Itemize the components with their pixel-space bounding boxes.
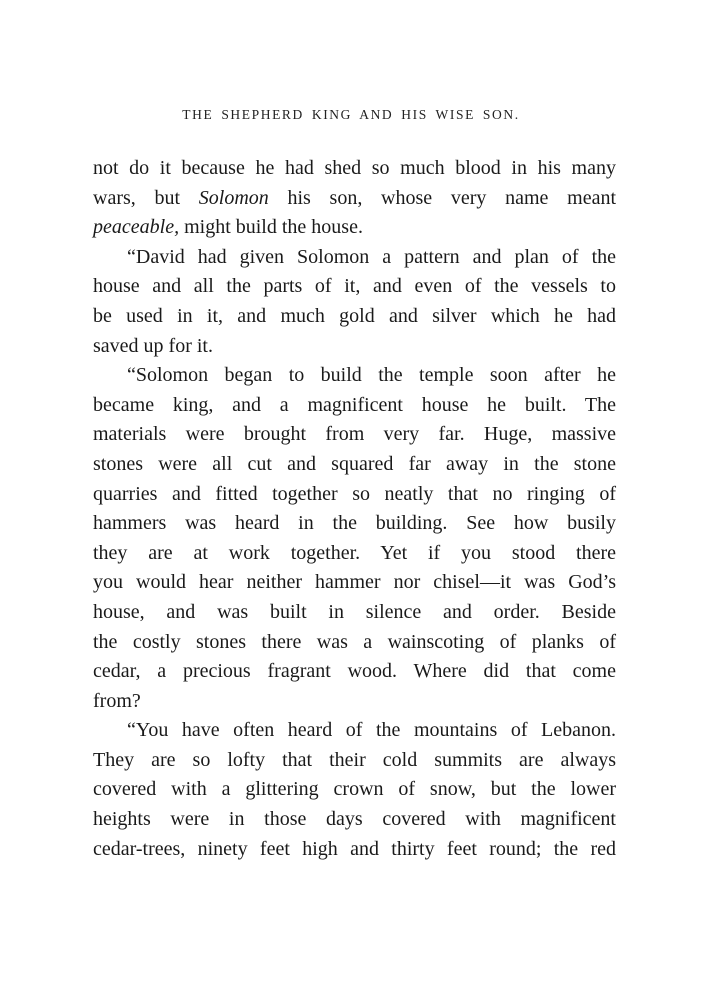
text-line: be used in it, and much gold and silver which he had: [93, 304, 616, 327]
text-line: hammers was heard in the building. See how busily: [93, 512, 616, 535]
text-line: house, and was built in silence and order. Beside: [93, 600, 616, 623]
text-line: stones were all cut and squared far away in the stone: [93, 452, 616, 475]
text-line: “Solomon began to build the temple soon after he: [127, 364, 616, 387]
text-line: they are at work together. Yet if you stood there: [93, 541, 616, 564]
text-line: became king, and a magnificent house he built. The: [93, 393, 616, 416]
text-line: [93, 213, 616, 243]
text-line: heights were in those days covered with magnificent: [93, 808, 616, 831]
running-head: THE SHEPHERD KING AND HIS WISE SON.: [182, 107, 520, 122]
text-line: quarries and fitted together so neatly that no ringing of: [93, 482, 616, 505]
text-line: saved up for it.: [93, 334, 213, 357]
italic-word-peaceable: peaceable,: [93, 216, 180, 239]
text-segment: his son, whose very name meant: [287, 186, 616, 209]
text-line: They are so lofty that their cold summits are always: [93, 748, 616, 771]
italic-name-solomon: Solomon: [198, 186, 269, 209]
text-line: house and all the parts of it, and even of the vessels to: [93, 275, 616, 298]
text-line: you would hear neither hammer nor chisel—it was God’s: [93, 571, 616, 594]
text-line: “David had given Solomon a pattern and plan of the: [127, 245, 616, 268]
text-line: the costly stones there was a wainscoting of planks of: [93, 630, 616, 653]
text-line: not do it because he had shed so much blood in his many: [93, 157, 616, 179]
text-line: cedar, a precious fragrant wood. Where did that come: [93, 660, 616, 683]
body-text: [93, 154, 616, 864]
text-line: “You have often heard of the mountains of Lebanon.: [127, 719, 616, 742]
text-line: from?: [93, 689, 141, 712]
text-line: covered with a glittering crown of snow, but the lower: [93, 778, 616, 801]
text-line: cedar-trees, ninety feet high and thirty feet round; the red: [93, 837, 616, 860]
text-segment: wars, but: [93, 186, 181, 209]
text-segment: might build the house.: [184, 216, 363, 239]
text-line: [93, 184, 616, 214]
text-line: materials were brought from very far. Huge, massive: [93, 423, 616, 446]
